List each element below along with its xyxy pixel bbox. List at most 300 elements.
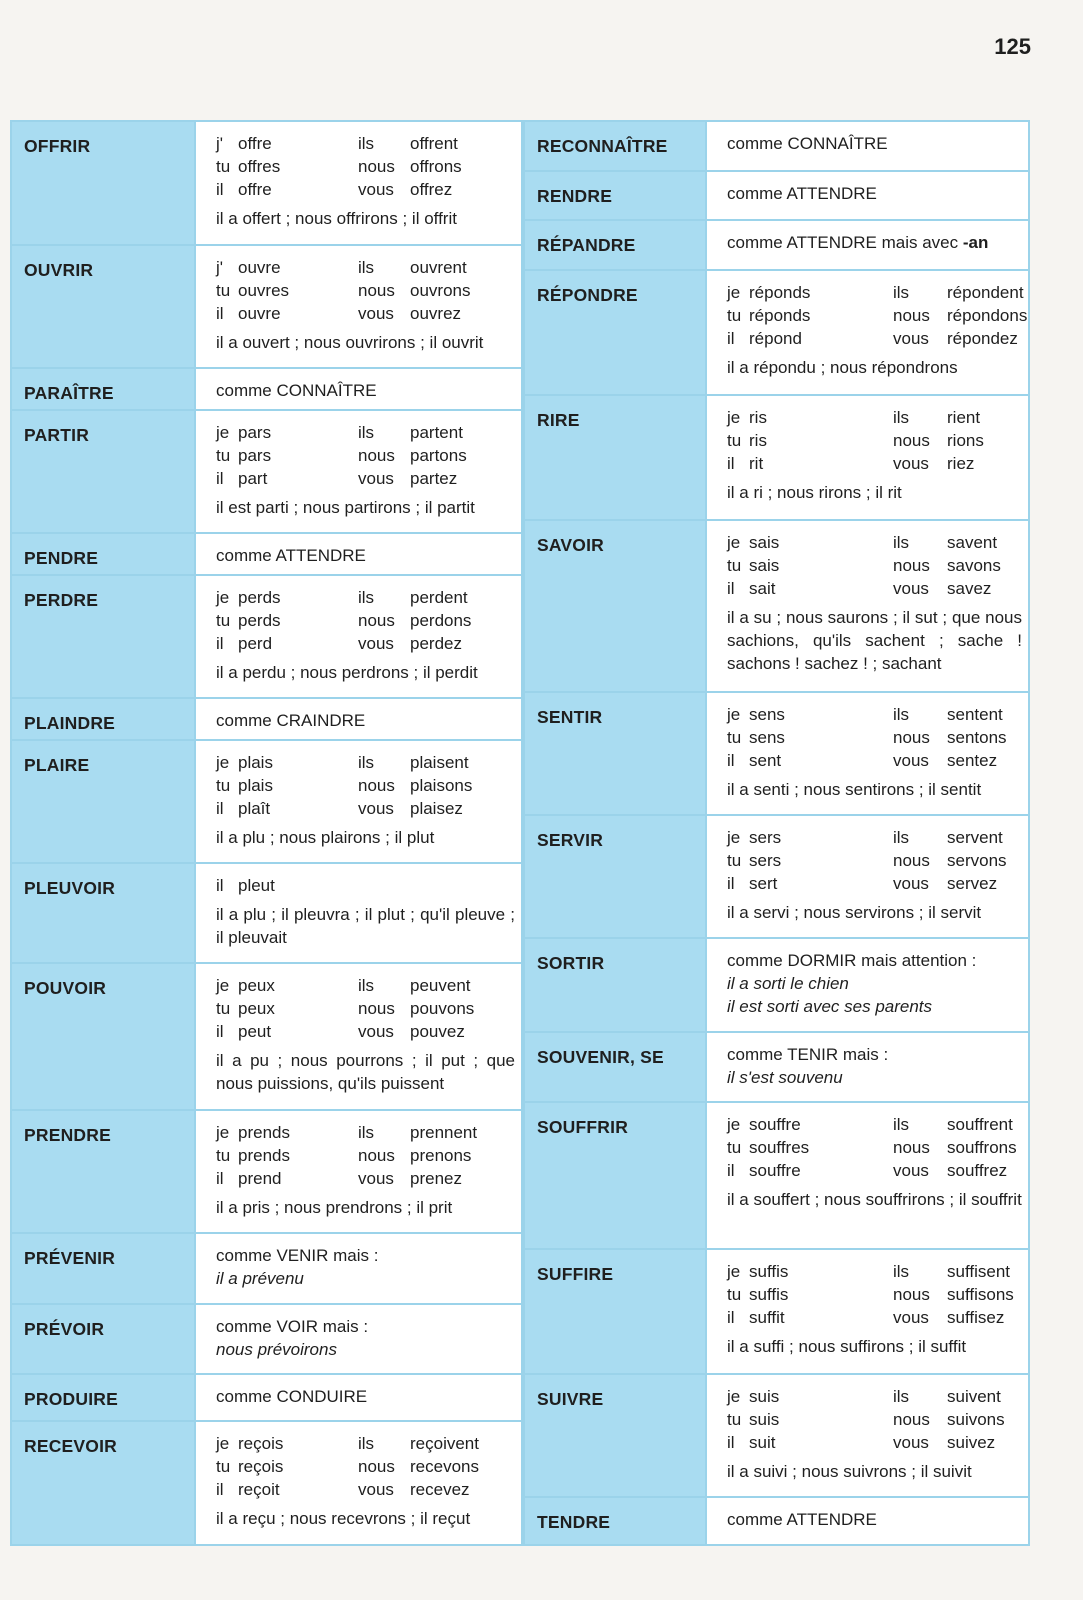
pronoun: je [216,1122,230,1142]
pronoun: ils [893,1386,910,1406]
pronoun: il [216,1480,224,1499]
pronoun: vous [893,874,929,894]
pronoun: ils [358,134,375,153]
verb-form: sentez [947,751,998,770]
conjugation-cell [195,122,521,245]
verb-form: sais [749,555,780,575]
conjugation-cell [706,1102,1028,1249]
verb-form: offrent [410,134,458,153]
pronoun [358,874,410,897]
conjugation-cell [706,815,1028,938]
conjugation-cell [195,1374,521,1421]
other-tenses-text: il a offert ; nous offrirons ; il offrit [216,209,457,228]
verb-entry-row [12,1374,521,1421]
verb-form: plais [238,752,273,772]
pronoun: je [727,1386,741,1406]
verb-form: suivons [947,1409,1005,1429]
verb-form: pars [238,445,272,465]
present-tense-grid [727,1385,1022,1454]
pronoun: vous [893,1432,929,1452]
verb-entry-row [525,1249,1028,1374]
verb-form: sentons [947,728,1007,747]
verb-form: prenez [410,1168,462,1188]
other-tenses-text: il a ouvert ; nous ouvrirons ; il ouvrit [216,332,484,352]
verb-entry-row [525,1497,1028,1544]
conjugation-reference-text [727,231,1022,254]
pronoun: il [727,453,735,473]
present-tense-grid [216,751,515,820]
verb-form: plais [238,775,273,795]
pronoun: nous [358,775,395,795]
verb-name: RENDRE [525,171,706,220]
verb-form: sers [749,851,782,871]
verb-form: ouvrent [410,257,467,277]
verb-form: suffit [749,1307,785,1327]
conjugation-reference-text [727,132,1022,155]
conjugation-cell [706,1497,1028,1544]
pronoun: tu [727,305,742,325]
pronoun: tu [216,1145,231,1165]
right-conjugation-column [523,120,1030,1546]
suffix-text: -an [962,233,989,253]
verb-entry-row [12,1304,521,1374]
conjugation-cell [706,1032,1028,1102]
pronoun: tu [727,1409,742,1429]
pronoun: vous [358,180,394,199]
conjugation-cell [195,740,521,863]
verb-form: peut [238,1022,272,1042]
pronoun: tu [216,1457,231,1476]
pronoun: nous [893,728,930,747]
verb-name: PRODUIRE [12,1374,195,1421]
verb-form: suffisons [947,1284,1014,1304]
verb-form: rient [947,407,981,427]
other-tenses-text: il a répondu ; nous répondrons [727,357,958,377]
verb-form: suffisez [947,1307,1005,1327]
pronoun: nous [893,1409,930,1429]
conjugation-cell [706,220,1028,269]
verb-entry-row [12,245,521,368]
pronoun: il [727,1161,735,1181]
other-tenses-text: il a ri ; nous rirons ; il rit [727,482,902,502]
verb-form: suffis [749,1284,789,1304]
other-tenses-text: il a servi ; nous servirons ; il servit [727,903,982,923]
verb-entry-row [525,270,1028,395]
verb-form: recevez [410,1480,470,1499]
verb-name: RECEVOIR [12,1421,195,1544]
present-tense-grid [216,586,515,655]
verb-form: savez [947,578,992,598]
pronoun: ils [358,752,375,772]
conjugation-reference-text [216,709,515,732]
pronoun: tu [727,1138,742,1158]
verb-form: ouvres [238,280,290,300]
verb-form: peux [238,976,275,996]
present-tense-grid [216,974,515,1043]
conjugation-cell [195,863,521,963]
pronoun: je [727,1115,741,1135]
verb-entry-row [525,692,1028,815]
reference-text: comme TENIR mais : [727,1045,889,1065]
verb-form: perds [238,610,281,630]
verb-form: perdez [410,633,462,653]
pronoun: je [216,422,230,442]
conjugation-cell [195,533,521,575]
verb-form: ouvre [238,257,281,277]
pronoun: ils [893,1261,910,1281]
verb-entry-row [12,1233,521,1305]
verb-form: souffre [749,1161,801,1181]
verb-name: OUVRIR [12,245,195,368]
pronoun: il [216,468,224,488]
verb-entry-row [12,863,521,963]
verb-form: suivent [947,1386,1001,1406]
verb-form: sent [749,751,782,770]
verb-form: pouvez [410,1022,465,1042]
pronoun: je [727,532,741,552]
other-tenses-text: il a plu ; nous plairons ; il plut [216,827,435,847]
verb-form: répond [749,328,802,348]
pronoun: vous [893,453,929,473]
verb-form: ouvrons [410,280,471,300]
conjugation-cell [706,395,1028,520]
conjugation-reference-text [216,1244,515,1267]
present-tense-grid [727,703,1022,772]
pronoun: vous [358,468,394,488]
reference-text: comme ATTENDRE [216,545,366,565]
other-tenses-text: il a pu ; nous pourrons ; il put ; que nous puissions, qu'ils puissent [216,1051,515,1094]
verb-form: répondons [947,305,1028,325]
conjugation-cell [195,368,521,410]
verb-form: perdons [410,610,472,630]
conjugation-reference-text [216,379,515,402]
conjugation-cell [706,520,1028,692]
pronoun: ils [893,1115,910,1135]
verb-entry-row [525,1374,1028,1497]
conjugation-reference-text [216,1315,515,1338]
pronoun: il [727,1307,735,1327]
verb-form: plaisent [410,752,469,772]
verb-form: ris [749,407,767,427]
pronoun: vous [358,303,394,323]
verb-entry-row [12,575,521,698]
conjugation-reference-text [727,182,1022,205]
pronoun: il [727,874,735,894]
verb-form: reçois [238,1457,284,1476]
conjugation-cell [706,1374,1028,1497]
verb-form: souffrent [947,1115,1013,1135]
reference-text: comme VOIR mais : [216,1317,369,1337]
reference-text: comme ATTENDRE [727,1509,877,1529]
conjugation-cell [706,938,1028,1032]
conjugation-cell [195,1421,521,1544]
pronoun: vous [358,1480,394,1499]
verb-form: plaisez [410,798,463,818]
verb-form: prenons [410,1145,472,1165]
reference-text: comme VENIR mais : [216,1245,379,1265]
reference-text: comme CRAINDRE [216,710,366,730]
pronoun: vous [893,1307,929,1327]
verb-entry-row [12,1110,521,1233]
verb-form: offrez [410,180,453,199]
pronoun: ils [893,705,910,724]
verb-entry-row [12,963,521,1110]
conjugation-cell [706,122,1028,171]
pronoun: je [727,705,741,724]
pronoun: ils [358,1122,375,1142]
verb-form: réponds [749,282,811,302]
verb-name: PLAIRE [12,740,195,863]
conjugation-cell [706,1249,1028,1374]
verb-entry-row [525,1032,1028,1102]
pronoun: ils [893,828,910,848]
verb-entry-row [525,171,1028,220]
verb-name: PLAINDRE [12,698,195,740]
conjugation-cell [195,698,521,740]
verb-entry-row [12,122,521,245]
verb-form: perdent [410,587,468,607]
pronoun: tu [216,157,231,176]
pronoun: il [216,180,224,199]
conjugation-cell [195,963,521,1110]
other-tenses-text: il a reçu ; nous recevrons ; il reçut [216,1509,471,1528]
verb-form: pouvons [410,999,475,1019]
verb-name: POUVOIR [12,963,195,1110]
pronoun: vous [358,1022,394,1042]
pronoun: tu [216,610,231,630]
pronoun: tu [727,555,742,575]
verb-entry-row [525,220,1028,269]
verb-name: OFFRIR [12,122,195,245]
pronoun: j' [216,134,224,153]
conjugation-cell [706,171,1028,220]
present-tense-grid [727,1113,1022,1182]
pronoun: ils [893,407,910,427]
verb-form: reçoit [238,1480,280,1499]
other-tenses-text: il a perdu ; nous perdrons ; il perdit [216,662,478,682]
pronoun: vous [893,1161,929,1181]
verb-form: recevons [410,1457,479,1476]
verb-form: servez [947,874,998,894]
pronoun: nous [893,555,930,575]
verb-form: souffrons [947,1138,1017,1158]
left-conjugation-column [10,120,523,1546]
verb-entry-row [12,740,521,863]
verb-form: plaisons [410,775,473,795]
conjugation-reference-text [216,544,515,567]
other-tenses-text: il a pris ; nous prendrons ; il prit [216,1197,453,1217]
verb-form: partez [410,468,458,488]
conjugation-reference-text [727,1508,1022,1531]
verb-form: sens [749,728,785,747]
verb-name: SUFFIRE [525,1249,706,1374]
verb-name: PARTIR [12,410,195,533]
pronoun: nous [358,445,395,465]
example-note: il a sorti le chien [727,974,849,994]
verb-entry-row [12,410,521,533]
reference-text: comme CONDUIRE [216,1386,368,1406]
other-tenses-text: il a senti ; nous sentirons ; il sentit [727,780,982,799]
pronoun: il [727,1432,735,1452]
pronoun: il [216,303,224,323]
verb-form: rions [947,430,984,450]
pronoun: tu [216,280,231,300]
verb-form: répondent [947,282,1024,302]
pronoun: nous [358,610,395,630]
verb-form: ouvre [238,303,281,323]
present-tense-grid [216,421,515,490]
pronoun: ils [893,532,910,552]
conjugation-cell [195,410,521,533]
verb-form: riez [947,453,975,473]
pronoun: ils [358,976,375,996]
pronoun: ils [893,282,910,302]
reference-text: comme ATTENDRE [727,184,877,204]
pronoun: il [727,328,735,348]
verb-name: RÉPONDRE [525,270,706,395]
verb-form: peuvent [410,976,471,996]
verb-form: peux [238,999,275,1019]
pronoun: il [216,875,224,895]
pronoun: il [727,751,735,770]
pronoun: il [216,1168,224,1188]
pronoun: ils [358,422,375,442]
reference-text: comme CONNAÎTRE [216,380,377,400]
verb-form: prend [238,1168,282,1188]
verb-form: suis [749,1386,780,1406]
verb-name: SOUFFRIR [525,1102,706,1249]
present-tense-grid [216,1121,515,1190]
present-tense-grid [727,406,1022,475]
pronoun: il [727,578,735,598]
verb-form: prends [238,1122,290,1142]
verb-name: SUIVRE [525,1374,706,1497]
reference-text: comme DORMIR mais attention : [727,951,977,971]
example-note: il s'est souvenu [727,1068,843,1088]
verb-entry-row [525,395,1028,520]
verb-form: prennent [410,1122,478,1142]
verb-form: suivez [947,1432,996,1452]
verb-form: sentent [947,705,1003,724]
conjugation-cell [706,270,1028,395]
verb-form: souffrez [947,1161,1008,1181]
verb-form: servent [947,828,1003,848]
pronoun: nous [358,280,395,300]
verb-name: PRÉVENIR [12,1233,195,1305]
verb-form: perds [238,587,281,607]
verb-form: répondez [947,328,1018,348]
present-tense-grid [216,1432,515,1501]
verb-form: perd [238,633,273,653]
verb-form: réponds [749,305,811,325]
verb-form: sais [749,532,780,552]
present-tense-grid [216,256,515,325]
pronoun: tu [727,1284,742,1304]
verb-form: sert [749,874,778,894]
verb-name: PERDRE [12,575,195,698]
verb-entry-row [525,815,1028,938]
pronoun: je [727,1261,741,1281]
pronoun: tu [727,430,742,450]
present-tense-grid [216,132,515,201]
pronoun: vous [358,633,394,653]
verb-name: SOUVENIR, SE [525,1032,706,1102]
verb-form: sait [749,578,776,598]
verb-form: suffis [749,1261,789,1281]
pronoun: tu [216,775,231,795]
other-tenses-text: il a suffi ; nous suffirons ; il suffit [727,1336,967,1356]
verb-form: pleut [238,875,275,895]
verb-name: RIRE [525,395,706,520]
verb-entry-row [12,1421,521,1544]
present-tense-grid [727,826,1022,895]
verb-name: TENDRE [525,1497,706,1544]
verb-entry-row [525,938,1028,1032]
verb-name: PRENDRE [12,1110,195,1233]
verb-name: SERVIR [525,815,706,938]
pronoun: nous [893,430,930,450]
pronoun: nous [358,1457,395,1476]
pronoun: vous [358,798,394,818]
conjugation-cell [195,1304,521,1374]
other-tenses-text: il est parti ; nous partirons ; il partit [216,497,475,517]
conjugation-cell [706,692,1028,815]
reference-text: comme CONNAÎTRE [727,134,888,153]
verb-form: plaît [238,798,271,818]
verb-form: servons [947,851,1007,871]
pronoun: ils [358,257,375,277]
verb-form: ouvrez [410,303,462,323]
verb-name: RECONNAÎTRE [525,122,706,171]
verb-entry-row [525,1102,1028,1249]
pronoun: il [216,1022,224,1042]
present-tense-grid [727,281,1028,350]
verb-entry-row [525,122,1028,171]
pronoun: tu [216,445,231,465]
pronoun: je [727,282,741,302]
conjugation-cell [195,245,521,368]
conjugation-cell [195,1233,521,1305]
verb-form: prends [238,1145,290,1165]
pronoun: je [216,752,230,772]
left-conjugation-table [12,122,521,1544]
verb-form: offres [238,157,281,176]
present-tense-grid [216,874,515,897]
verb-entry-row [525,520,1028,692]
example-note: il a prévenu [216,1268,304,1288]
pronoun: j' [216,257,224,277]
conjugation-reference-text [216,1385,515,1408]
pronoun: je [727,828,741,848]
verb-form: ris [749,430,767,450]
verb-name: PARAÎTRE [12,368,195,410]
pronoun: ils [358,1434,375,1453]
other-tenses-text: il a plu ; il pleuvra ; il plut ; qu'il pleuve ; il pleuvait [216,904,515,947]
verb-form: souffres [749,1138,810,1158]
pronoun: nous [358,1145,395,1165]
verb-form [410,874,515,897]
verb-name: PLEUVOIR [12,863,195,963]
verb-form: savons [947,555,1001,575]
pronoun: nous [893,1138,930,1158]
pronoun: ils [358,587,375,607]
example-note: nous prévoirons [216,1340,337,1360]
verb-form: pars [238,422,272,442]
verb-form: offre [238,134,272,153]
verb-name: PENDRE [12,533,195,575]
verb-form: suit [749,1432,776,1452]
pronoun: vous [358,1168,394,1188]
